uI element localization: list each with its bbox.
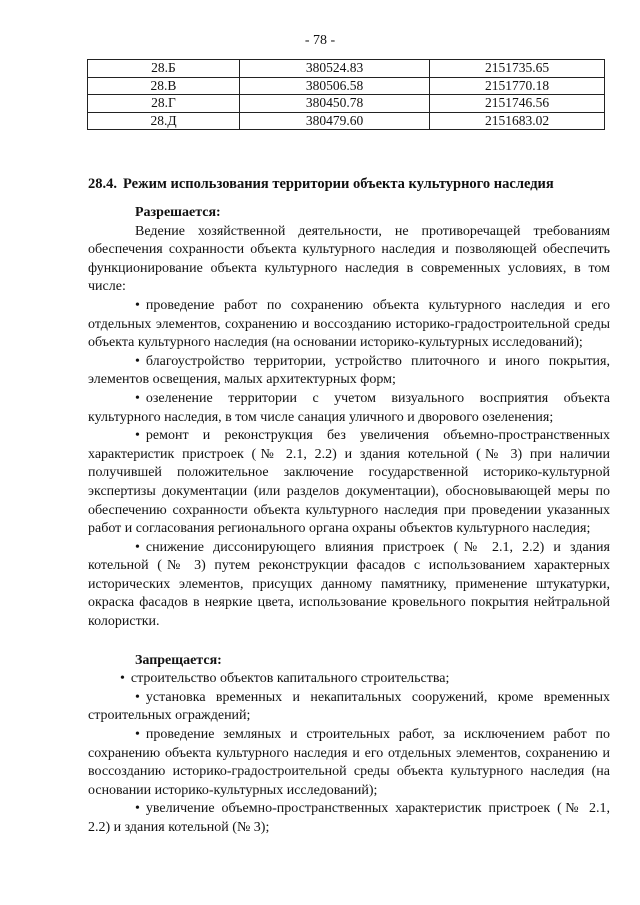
- list-item: [88, 297, 610, 353]
- list-item-text: озеленение территории с учетом визуального восприятия объекта культурного наследия, в том числе санация уличного и дворового озеленения;: [88, 390, 610, 425]
- section-heading: [88, 176, 618, 193]
- forbidden-heading: Запрещается:: [135, 652, 222, 668]
- document-body: [88, 204, 610, 838]
- list-item: [88, 353, 610, 390]
- table-cell-y: 2151683.02: [430, 112, 605, 130]
- list-item: [88, 670, 610, 689]
- list-item: [88, 800, 610, 837]
- table-cell-x: 380506.58: [240, 77, 430, 95]
- bullet-icon: •: [135, 390, 140, 406]
- table-cell-point: 28.Б: [88, 60, 240, 78]
- list-item-text: строительство объектов капитального строительства;: [130, 671, 450, 687]
- list-item-text: проведение земляных и строительных работ, за исключением работ по сохранению объекта культурного наследия и его отдельных элементов, сохранению и воссозданию историко-градостроительной среды объекта культурного наследия (на основании историко-культурных исследований);: [88, 727, 610, 798]
- table-cell-x: 380450.78: [240, 95, 430, 113]
- bullet-icon: •: [135, 539, 140, 555]
- section-title: Режим использования территории объекта культурного наследия: [123, 176, 554, 192]
- table-cell-y: 2151770.18: [430, 77, 605, 95]
- table-cell-x: 380479.60: [240, 112, 430, 130]
- bullet-icon: •: [135, 801, 140, 817]
- allowed-intro: Ведение хозяйственной деятельности, не противоречащей требованиям обеспечения сохранности объекта культурного наследия и позволяющей обеспечить функционирование объекта культурного наследия в современных условиях, в том числе:: [88, 223, 610, 295]
- table-row: [88, 95, 605, 113]
- list-item-text: проведение работ по сохранению объекта культурного наследия и его отдельных элементов, сохранению и воссозданию историко-градостроительной среды объекта культурного наследия (на основании историко-культурных исследований);: [88, 297, 610, 351]
- bullet-icon: •: [135, 428, 140, 444]
- table-cell-point: 28.Д: [88, 112, 240, 130]
- list-item: [88, 390, 610, 427]
- list-item: [88, 726, 610, 800]
- list-item: [88, 427, 610, 539]
- table-cell-point: 28.В: [88, 77, 240, 95]
- table-cell-point: 28.Г: [88, 95, 240, 113]
- list-item: [88, 689, 610, 726]
- list-item-text: увеличение объемно-пространственных характеристик пристроек (№ 2.1, 2.2) и здания котельной (№ 3);: [88, 801, 610, 835]
- list-item: [88, 539, 610, 632]
- list-item-text: снижение диссонирующего влияния пристроек (№ 2.1, 2.2) и здания котельной (№ 3) путем реконструкции фасадов с использованием характерных исторических элементов, присущих данному памятнику, применение штукатурки, окраска фасадов в неяркие цвета, использование кровельного покрытия нейтральной колористки.: [88, 539, 610, 630]
- table-cell-x: 380524.83: [240, 60, 430, 78]
- table-cell-y: 2151735.65: [430, 60, 605, 78]
- bullet-icon: •: [135, 353, 140, 369]
- bullet-icon: •: [135, 297, 140, 313]
- allowed-heading: Разрешается:: [135, 205, 221, 220]
- coordinates-table: [87, 59, 605, 130]
- list-item-text: благоустройство территории, устройство плиточного и иного покрытия, элементов освещения, малых архитектурных форм;: [88, 353, 610, 388]
- table-row: [88, 77, 605, 95]
- list-item-text: ремонт и реконструкция без увеличения объемно-пространственных характеристик пристроек (№ 2.1, 2.2) и здания котельной (№ 3) при наличии получившей положительное заключение государственной историко-культурной экспертизы документации (или разделов документации), обосновывающей меры по обеспечению сохранности объекта культурного наследия при проведении указанных работ и согласования регионального органа охраны объектов культурного наследия;: [88, 428, 610, 537]
- table-row: [88, 112, 605, 130]
- bullet-icon: •: [135, 727, 140, 743]
- section-number: 28.4.: [88, 176, 117, 192]
- list-item-text: установка временных и некапитальных сооружений, кроме временных строительных ограждений;: [88, 689, 610, 724]
- table-cell-y: 2151746.56: [430, 95, 605, 113]
- bullet-icon: •: [135, 689, 140, 705]
- bullet-icon: •: [120, 671, 125, 687]
- table-row: [88, 60, 605, 78]
- page-number: - 78 -: [304, 33, 336, 48]
